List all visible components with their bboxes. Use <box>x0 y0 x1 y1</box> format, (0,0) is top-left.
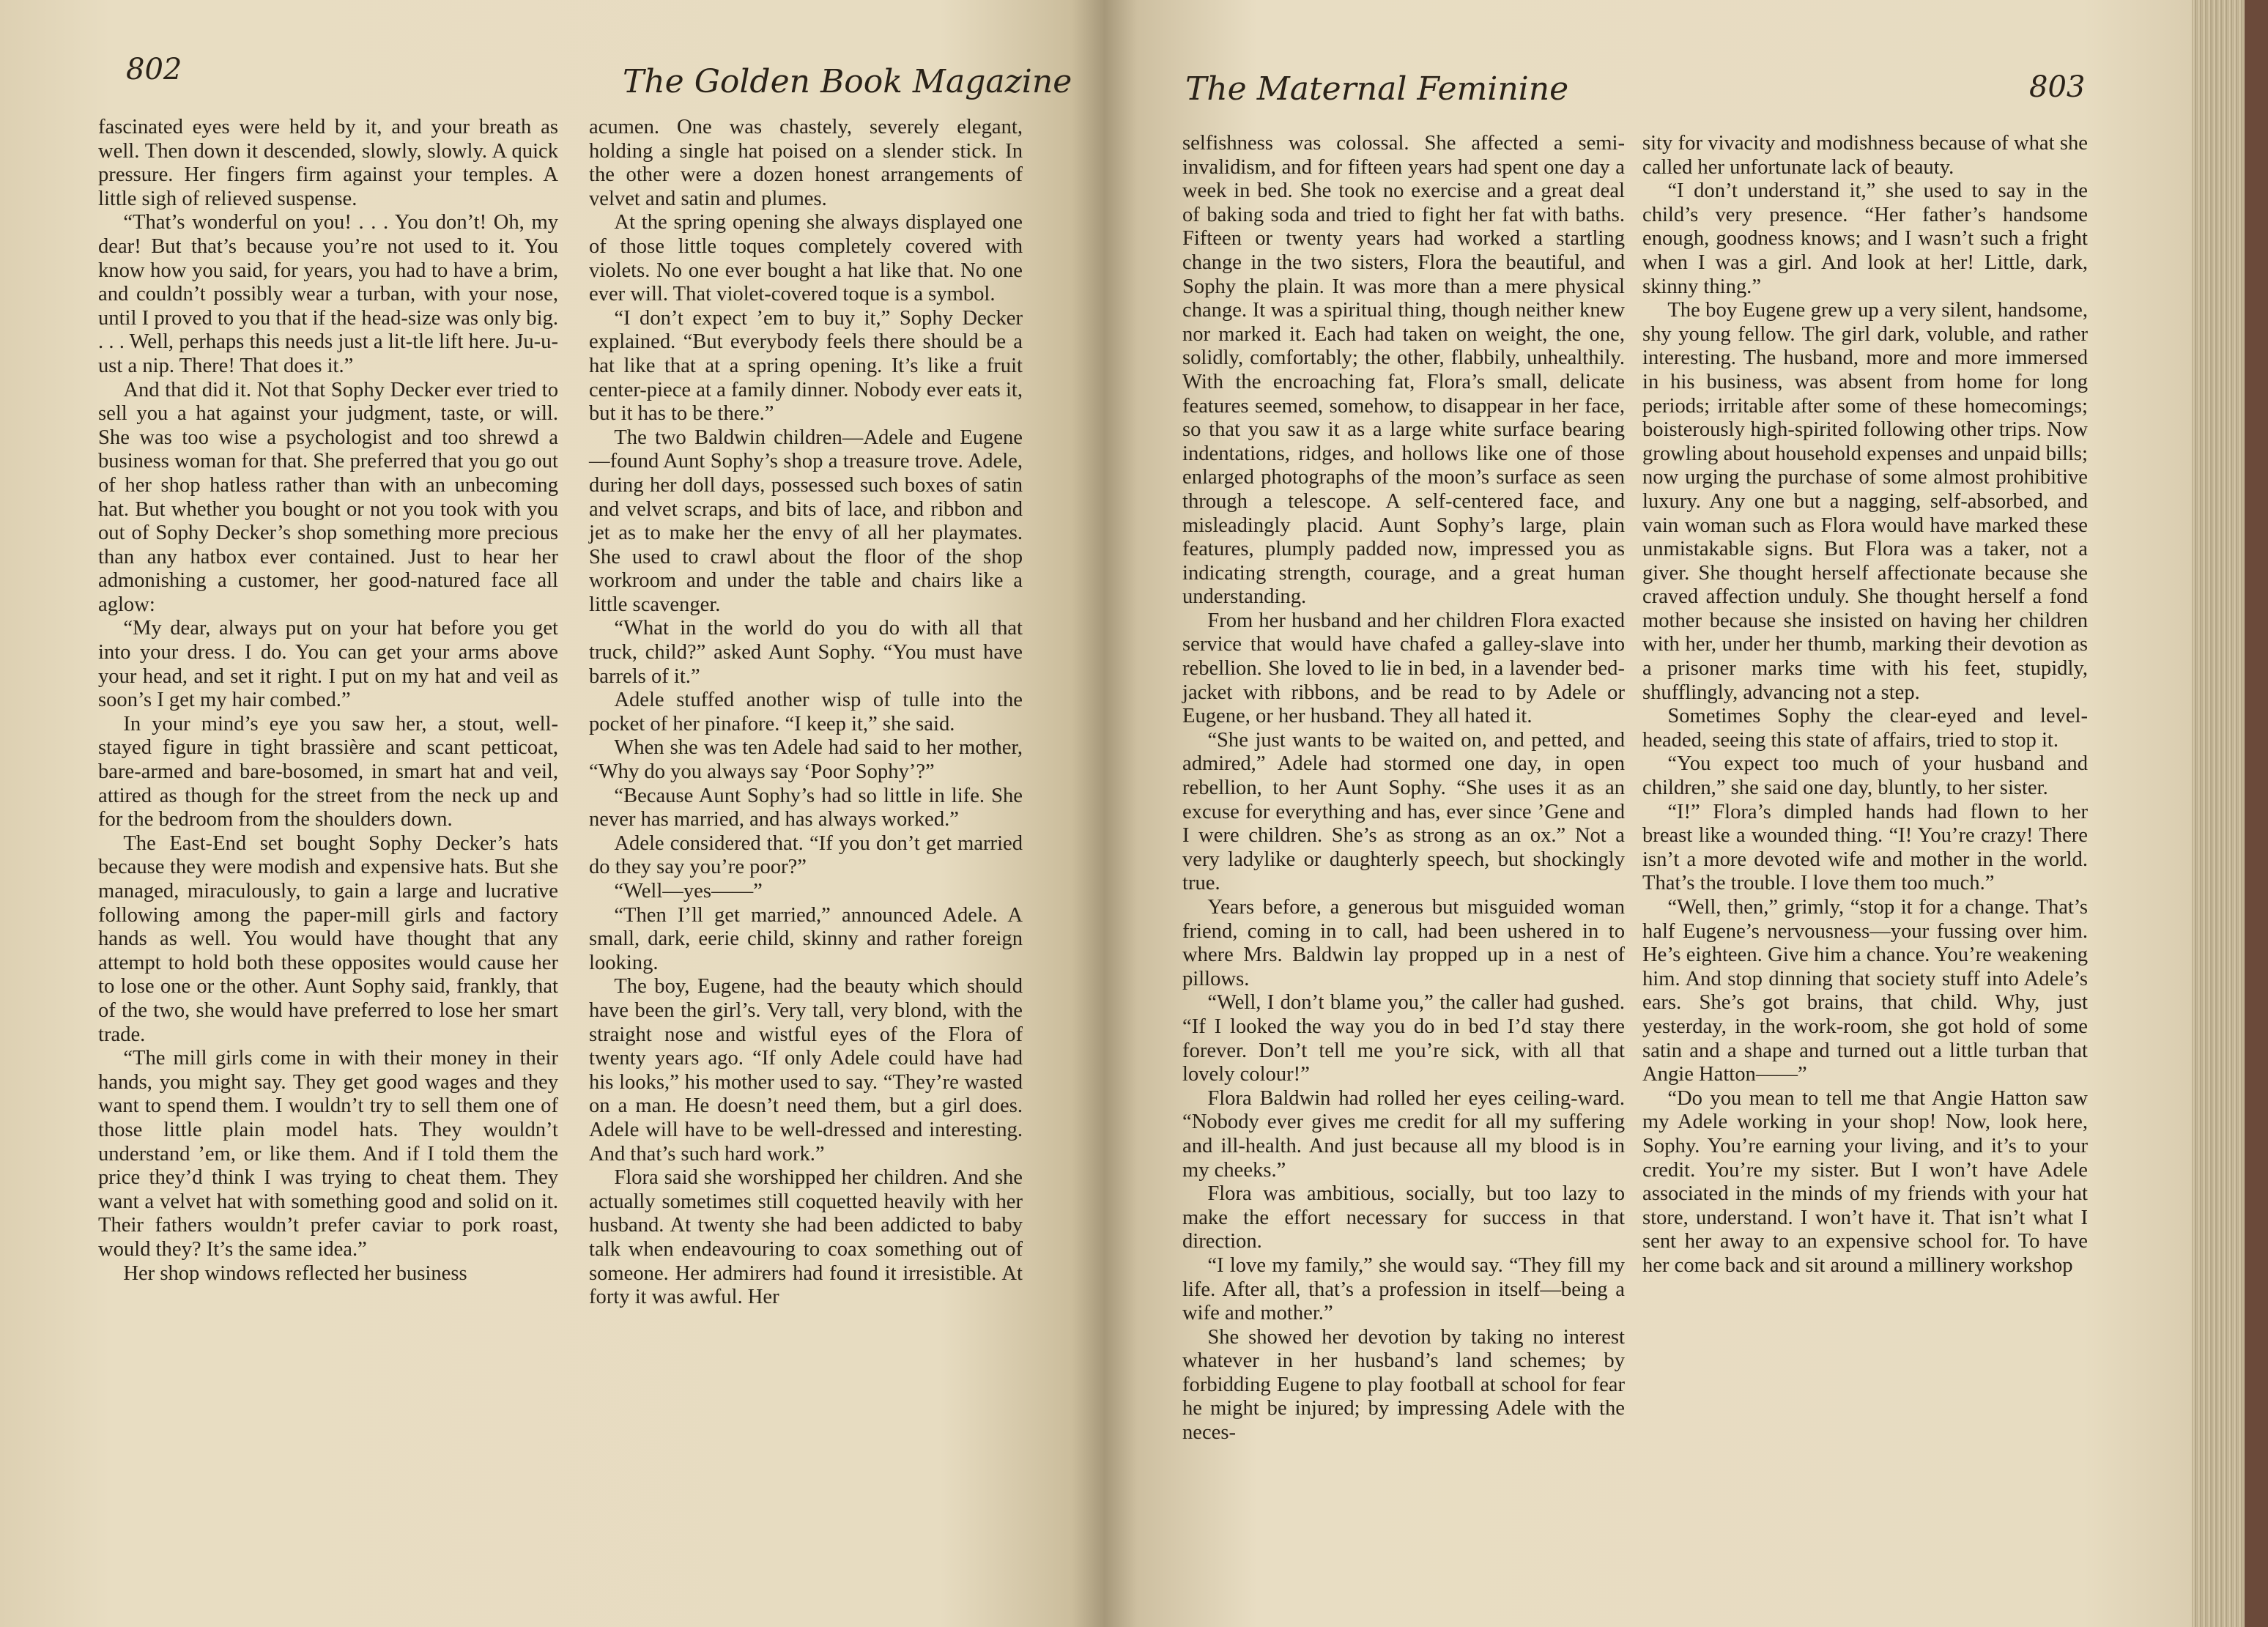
paragraph: sity for vivacity and modishness because of what she called her unfortunate lack of beauty. <box>1642 132 2088 179</box>
paragraph: “Then I’ll get married,” announced Adele. A small, dark, eerie child, skinny and rather foreign looking. <box>589 903 1023 974</box>
paragraph: “I!” Flora’s dimpled hands had flown to her breast like a wounded thing. “I! You’re crazy! There isn’t a more devoted wife and mother in the world. That’s the trouble. I love them too much.” <box>1642 800 2088 895</box>
running-head-right: The Maternal Feminine <box>1185 70 1569 108</box>
right-page <box>1105 0 2192 1627</box>
paragraph: And that did it. Not that Sophy Decker ever tried to sell you a hat against your judgment, taste, or will. She was too wise a psychologist and too shrewd a business woman for that. She preferred that you go out of her shop hatless rather than with an unbecoming hat. But whether you bought or not you took with you out of Sophy Decker’s shop something more precious than any hatbox ever contained. Just to hear her admonishing a customer, her good-natured face all aglow: <box>98 378 558 616</box>
paragraph: Sometimes Sophy the clear-eyed and level-headed, seeing this state of affairs, tried to stop it. <box>1642 705 2088 752</box>
left-page-column-1 <box>98 116 558 1286</box>
paragraph: In your mind’s eye you saw her, a stout, well-stayed figure in tight brassière and scant petticoat, bare-armed and bare-bosomed, in smart hat and veil, attired as though for the street from the neck up and for the bedroom from the shoulders down. <box>98 712 558 831</box>
paragraph: “Well—yes——” <box>614 880 763 903</box>
paragraph: From her husband and her children Flora exacted service that would have chafed a galley-slave into rebellion. She loved to lie in bed, in a lavender bed-jacket with ribbons, and be read to by Adele or Eugene, or her husband. They all hated it. <box>1182 609 1625 728</box>
paragraph: “I don’t understand it,” she used to say in the child’s very presence. “Her father’s handsome enough, goodness knows; and I wasn’t such a fright when I was a girl. And look at her! Little, dark, skinny thing.” <box>1642 179 2088 298</box>
paragraph: Flora was ambitious, socially, but too lazy to make the effort necessary for success in that direction. <box>1182 1182 1625 1253</box>
paragraph: “She just wants to be waited on, and petted, and admired,” Adele had stormed one day, in open rebellion, to her Aunt Sophy. “She uses it as an excuse for everything and has, ever since ’Gene and I were children. She’s as strong as an ox.” Not a very ladylike or daughterly speech, but shockingly true. <box>1182 728 1625 895</box>
right-page-column-1 <box>1182 132 1625 1445</box>
paragraph: At the spring opening she always displayed one of those little toques completely covered with violets. No one ever bought a hat like that. No one ever will. That violet-covered toque is a symbol. <box>589 211 1023 306</box>
paragraph: Flora Baldwin had rolled her eyes ceiling-ward. “Nobody ever gives me credit for all my suffering and ill-health. And just because all my blood is in my cheeks.” <box>1182 1086 1625 1182</box>
left-page <box>0 0 1105 1627</box>
paragraph: The boy, Eugene, had the beauty which should have been the girl’s. Very tall, very blond, with the straight nose and wistful eyes of the Flora of twenty years ago. “If only Adele could have had his looks,” his mother used to say. “They’re wasted on a man. He doesn’t need them, but a girl does. Adele will have to be well-dressed and interesting. And that’s such hard work.” <box>589 975 1023 1165</box>
paragraph: Years before, a generous but misguided woman friend, coming in to call, had been ushered in to where Mrs. Baldwin lay propped up in a nest of pillows. <box>1182 896 1625 990</box>
paragraph: selfishness was colossal. She affected a semi-invalidism, and for fifteen years had spent one day a week in bed. She took no exercise and a great deal of baking soda and tried to fight her fat with baths. Fifteen or twenty years had worked a startling change in the two sisters, Flora the beautiful, and Sophy the plain. It was more than a mere physical change. It was a spiritual thing, though neither knew nor marked it. Each had taken on weight, the one, solidly, comfortably; the other, flabbily, unhealthily. With the encroaching fat, Flora’s small, delicate features seemed, somehow, to disappear in her face, so that you saw it as a large white surface bearing indentations, ridges, and hollows like one of those enlarged photographs of the moon’s surface as seen through a telescope. A self-centered face, and misleadingly placid. Aunt Sophy’s large, plain features, plumply padded now, impressed you as indicating strength, courage, and a great human understanding. <box>1182 132 1625 609</box>
paragraph: “I love my family,” she would say. “They fill my life. After all, that’s a profession in itself—being a wife and mother.” <box>1182 1253 1625 1325</box>
paragraph: The East-End set bought Sophy Decker’s hats because they were modish and expensive hats. But she managed, miraculously, to gain a large and lucrative following among the paper-mill girls and factory hands as well. You would have thought that any attempt to hold both these opposites would cause her to lose one or the other. Aunt Sophy said, frankly, that of the two, she would have preferred to lose her smart trade. <box>98 831 558 1046</box>
paragraph: The two Baldwin children—Adele and Eugene—found Aunt Sophy’s shop a treasure trove. Adele, during her doll days, possessed such boxes of satin and velvet scraps, and bits of lace, and ribbon and jet as to make her the envy of all her playmates. She used to crawl about the floor of the shop workroom and under the table and chairs like a little scavenger. <box>589 426 1023 616</box>
paragraph: She showed her devotion by taking no interest whatever in her husband’s land schemes; by forbidding Eugene to play football at school for fear he might be injured; by impressing Adele with the neces- <box>1182 1325 1625 1445</box>
page-edges <box>2192 0 2268 1627</box>
paragraph: “Well, then,” grimly, “stop it for a change. That’s half Eugene’s nervousness—your fussing over him. He’s eighteen. Give him a chance. You’re weakening him. And stop dinning that society stuff into Adele’s ears. She’s got brains, that child. Why, just yesterday, in the work-room, she got hold of some satin and a shape and turned out a little turban that Angie Hatton——” <box>1642 896 2088 1086</box>
paragraph: “I don’t expect ’em to buy it,” Sophy Decker explained. “But everybody feels there should be a hat like that at a spring opening. It’s like a fruit center-piece at a family dinner. Nobody ever eats it, but it has to be there.” <box>589 306 1023 426</box>
paragraph: “My dear, always put on your hat before you get into your dress. I do. You can get your arms above your head, and set it right. I put on my hat and veil as soon’s I get my hair combed.” <box>98 617 558 712</box>
paragraph: acumen. One was chastely, severely elegant, holding a single hat poised on a slender stick. In the other were a dozen honest arrangements of velvet and satin and plumes. <box>589 116 1023 210</box>
page-number-right: 803 <box>2029 70 2086 104</box>
paragraph: Flora said she worshipped her children. And she actually sometimes still coquetted heavily with her husband. At twenty she had been addicted to baby talk when endeavouring to coax something out of someone. Her admirers had found it irresistible. At forty it was awful. Her <box>589 1166 1023 1309</box>
paragraph: The boy Eugene grew up a very silent, handsome, shy young fellow. The girl dark, voluble, and rather interesting. The husband, more and more immersed in his business, was absent from home for long periods; irritable after some of these homecomings; boisterously high-spirited following other trips. Now growling about household expenses and unpaid bills; now urging the purchase of some almost prohibitive luxury. Any one but a nagging, self-absorbed, and vain woman such as Flora would have marked these unmistakable signs. But Flora was a taker, not a giver. She thought herself affectionate because she craved affection unduly. She thought herself a fond mother because she insisted on having her children with her, under her thumb, marking their devotion as a prisoner marks time with his feet, stupidly, shufflingly, advancing not a step. <box>1642 299 2088 704</box>
paragraph: “The mill girls come in with their money in their hands, you might say. They get good wages and they want to spend them. I wouldn’t try to sell them one of those little plain model hats. They wouldn’t understand ’em, or like them. And if I told them the price they’d think I was trying to cheat them. They want a velvet hat with something good and solid on it. Their fathers wouldn’t prefer caviar to pork roast, would they? It’s the same idea.” <box>98 1047 558 1261</box>
paragraph: “You expect too much of your husband and children,” she said one day, bluntly, to her sister. <box>1642 752 2088 800</box>
paragraph: “Do you mean to tell me that Angie Hatton saw my Adele working in your shop! Now, look here, Sophy. You’re earning your living, and it’s to your credit. You’re my sister. But I won’t have Adele associated in the minds of my friends with your hat store, understand. I won’t have it. That isn’t what I sent her away to an expensive school for. To have her come back and sit around a millinery workshop <box>1642 1086 2088 1277</box>
paragraph: “What in the world do you do with all that truck, child?” asked Aunt Sophy. “You must have barrels of it.” <box>589 617 1023 688</box>
left-page-column-2 <box>589 116 1023 1310</box>
paragraph: Adele considered that. “If you don’t get married do they say you’re poor?” <box>589 831 1023 879</box>
paragraph: When she was ten Adele had said to her mother, “Why do you always say ‘Poor Sophy’?” <box>589 736 1023 784</box>
page-number-left: 802 <box>126 53 182 86</box>
running-head-left: The Golden Book Magazine <box>623 63 1072 100</box>
paragraph: Adele stuffed another wisp of tulle into the pocket of her pinafore. “I keep it,” she said. <box>589 689 1023 735</box>
right-page-column-2 <box>1642 132 2088 1278</box>
paragraph: “Because Aunt Sophy’s had so little in life. She never has married, and has always worked.” <box>589 784 1023 831</box>
paragraph: Her shop windows reflected her business <box>123 1261 467 1285</box>
paragraph: fascinated eyes were held by it, and your breath as well. Then down it descended, slowly, slowly. A quick pressure. Her fingers firm against your temples. A little sigh of relieved suspense. <box>98 116 558 210</box>
paragraph: “That’s wonderful on you! . . . You don’t! Oh, my dear! But that’s because you’re not used to it. You know how you said, for years, you had to have a brim, and couldn’t possibly wear a turban, with your nose, until I proved to you that if the head-size was only big. . . . Well, perhaps this needs just a lit-tle lift here. Ju-u-ust a nip. There! That does it.” <box>98 211 558 377</box>
paragraph: “Well, I don’t blame you,” the caller had gushed. “If I looked the way you do in bed I’d stay there forever. Don’t tell me you’re sick, with all that lovely colour!” <box>1182 991 1625 1086</box>
